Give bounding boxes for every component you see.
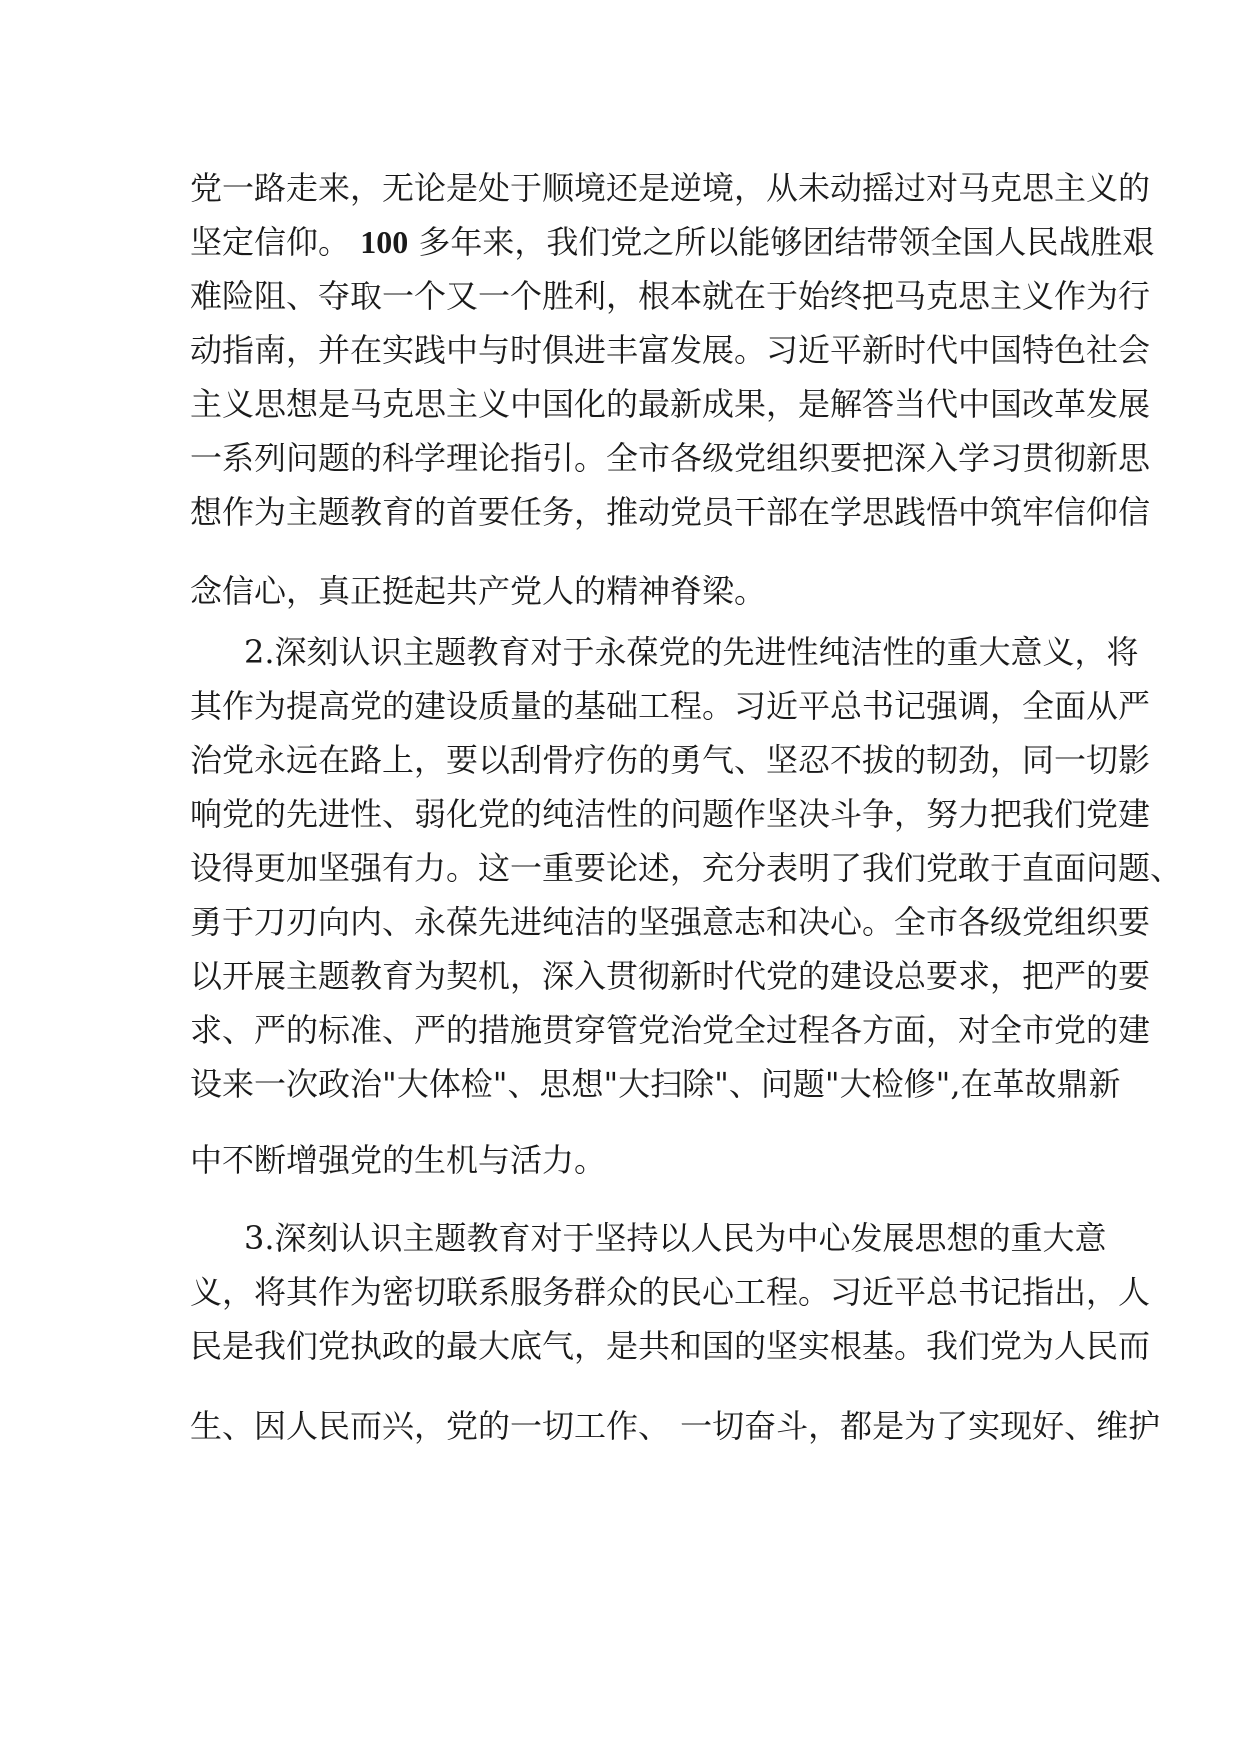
paragraph2-line2: 其作为提高党的建设质量的基础工程。习近平总书记强调，全面从严 [190, 687, 1151, 725]
paragraph1-line2 [190, 222, 1155, 262]
paragraph1-line2-post: 多年来，我们党之所以能够团结带领全国人民战胜艰 [418, 223, 1155, 261]
paragraph1-line5: 主义思想是马克思主义中国化的最新成果，是解答当代中国改革发展 [190, 385, 1151, 423]
paragraph3-line1: 3.深刻认识主题教育对于坚持以人民为中心发展思想的重大意 [244, 1219, 1107, 1257]
paragraph1-line3: 难险阻、夺取一个又一个胜利，根本就在于始终把马克思主义作为行 [190, 277, 1151, 315]
paragraph2-line6: 勇于刀刃向内、永葆先进纯洁的坚强意志和决心。全市各级党组织要 [190, 903, 1151, 941]
paragraph2-line5: 设得更加坚强有力。这一重要论述，充分表明了我们党敢于直面问题、 [190, 849, 1183, 887]
paragraph2-line9: 设来一次政治"大体检"、思想"大扫除"、问题"大检修",在革故鼎新 [190, 1065, 1121, 1103]
paragraph1-line1: 党一路走来，无论是处于顺境还是逆境，从未动摇过对马克思主义的 [190, 169, 1151, 207]
paragraph1-year-number: 100 [360, 224, 409, 260]
paragraph3-line4: 生、因人民而兴，党的一切工作、 一切奋斗，都是为了实现好、维护 [190, 1407, 1161, 1445]
paragraph2-line8: 求、严的标准、严的措施贯穿管党治党全过程各方面，对全市党的建 [190, 1011, 1151, 1049]
paragraph1-line6: 一系列问题的科学理论指引。全市各级党组织要把深入学习贯彻新思 [190, 439, 1151, 477]
paragraph2-line1: 2.深刻认识主题教育对于永葆党的先进性纯洁性的重大意义，将 [244, 633, 1139, 671]
paragraph1-line4: 动指南，并在实践中与时俱进丰富发展。习近平新时代中国特色社会 [190, 331, 1151, 369]
paragraph3-line3: 民是我们党执政的最大底气，是共和国的坚实根基。我们党为人民而 [190, 1327, 1151, 1365]
paragraph2-line3: 治党永远在路上，要以刮骨疗伤的勇气、坚忍不拔的韧劲，同一切影 [190, 741, 1151, 779]
paragraph2-line7: 以开展主题教育为契机，深入贯彻新时代党的建设总要求，把严的要 [190, 957, 1151, 995]
paragraph3-line2: 义，将其作为密切联系服务群众的民心工程。习近平总书记指出，人 [190, 1273, 1151, 1311]
paragraph1-line2-pre: 坚定信仰。 [190, 223, 351, 261]
paragraph1-line8: 念信心，真正挺起共产党人的精神脊梁。 [190, 572, 767, 610]
paragraph2-line4: 响党的先进性、弱化党的纯洁性的问题作坚决斗争，努力把我们党建 [190, 795, 1151, 833]
paragraph2-line10: 中不断增强党的生机与活力。 [190, 1141, 607, 1179]
paragraph1-line7: 想作为主题教育的首要任务，推动党员干部在学思践悟中筑牢信仰信 [190, 493, 1151, 531]
